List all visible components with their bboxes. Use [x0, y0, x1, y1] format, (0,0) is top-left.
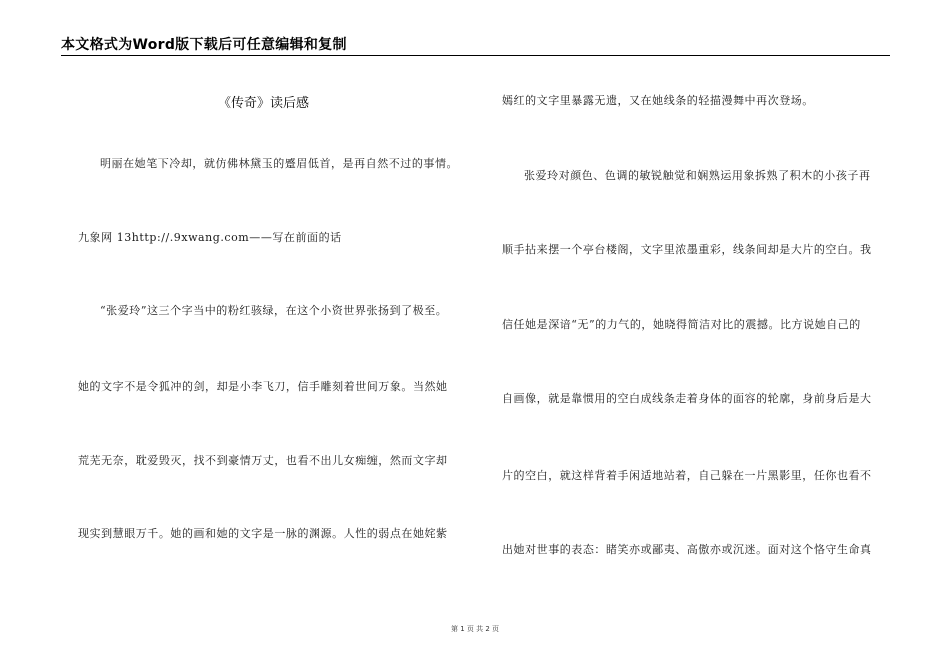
paragraph-line: 九象网 13http://.9xwang.com——写在前面的话: [78, 231, 342, 244]
paragraph-line: 明丽在她笔下冷却，就仿佛林黛玉的蹙眉低首，是再自然不过的事情。: [100, 157, 459, 170]
paragraph-line: 片的空白，就这样背着手闲适地站着，自己躲在一片黑影里，任你也看不: [502, 469, 872, 482]
paragraph-line: 她的文字不是令狐冲的剑，却是小李飞刀，信手雕刻着世间万象。当然她: [78, 380, 448, 393]
paragraph-line: 自画像，就是靠惯用的空白成线条走着身体的面容的轮廓，身前身后是大: [502, 392, 872, 405]
paragraph-line: 出她对世事的表态：睹笑亦或鄙夷、高傲亦或沉迷。面对这个恪守生命真: [502, 543, 872, 556]
paragraph-line: 张爱玲对颜色、色调的敏锐触觉和娴熟运用象拆熟了积木的小孩子再: [524, 169, 871, 182]
page-number: 第 1 页 共 2 页: [450, 625, 500, 633]
paragraph-line: “张爱玲”这三个字当中的粉红骇绿，在这个小资世界张扬到了极至。: [100, 304, 448, 317]
paragraph-line: 现实到慧眼万千。她的画和她的文字是一脉的渊源。人性的弱点在她姹紫: [78, 527, 448, 540]
paragraph-line: 嫣红的文字里暴露无遗，又在她线条的轻描漫舞中再次登场。: [502, 94, 814, 107]
paragraph-line: 信任她是深谙“无”的力气的，她晓得简洁对比的震撼。比方说她自己的: [502, 318, 861, 331]
header-divider: [61, 55, 890, 56]
paragraph-line: 顺手拈来摆一个亭台楼阁，文字里浓墨重彩，线条间却是大片的空白。我: [502, 243, 872, 256]
paragraph-line: 荒芜无奈，耽爱毁灭，找不到豪情万丈，也看不出儿女痴缠，然而文字却: [78, 454, 448, 467]
document-title: 《传奇》读后感: [218, 96, 310, 111]
header-text: 本文格式为Word版下载后可任意编辑和复制: [61, 37, 347, 53]
